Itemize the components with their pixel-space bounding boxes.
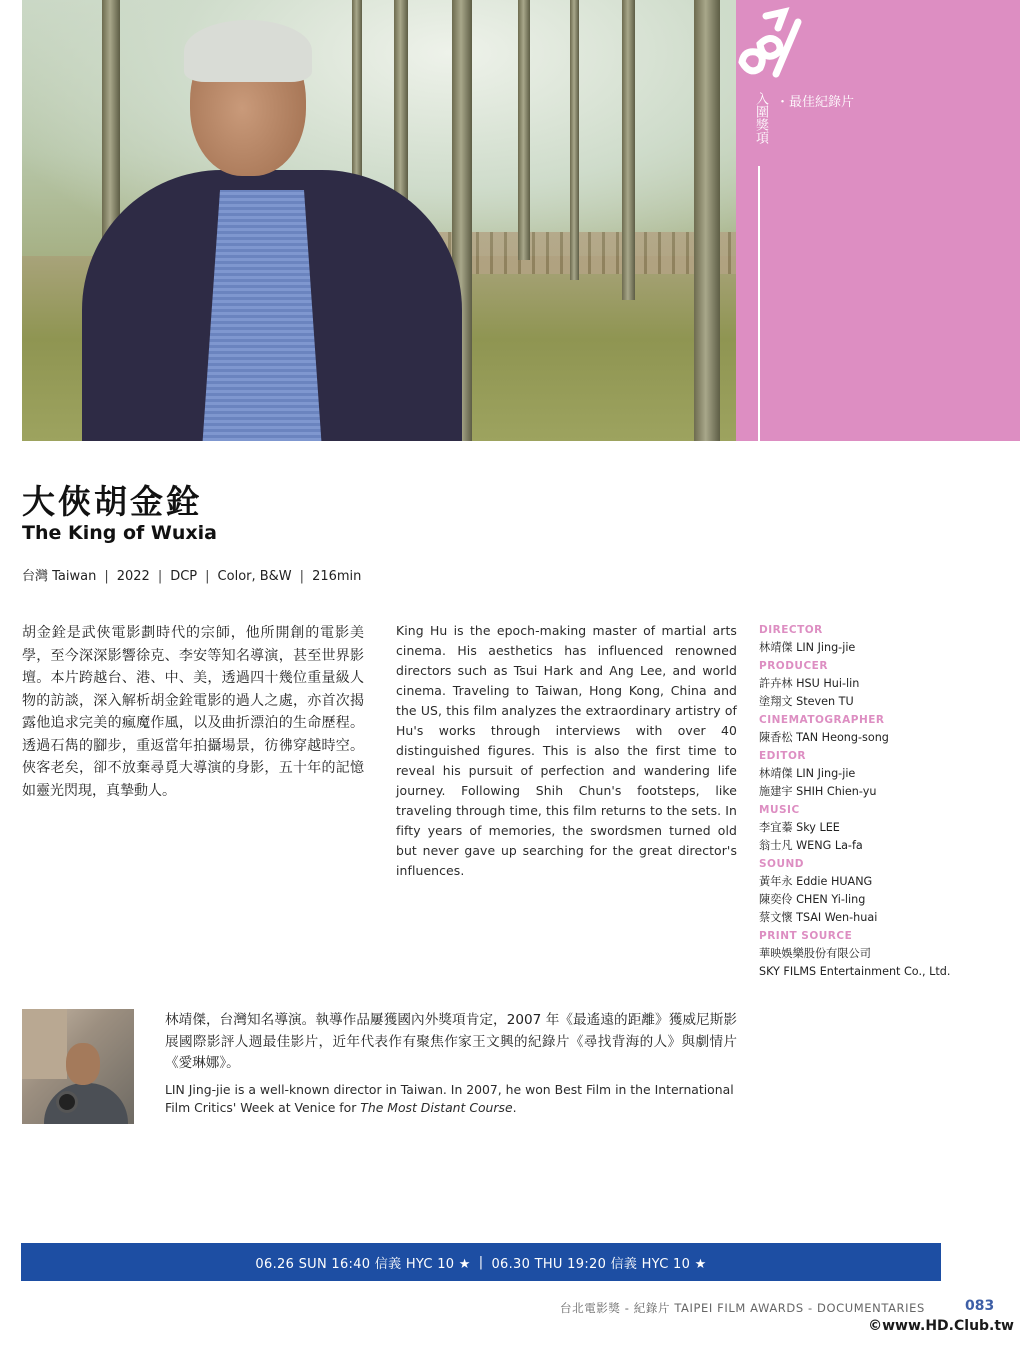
meta-country: 台灣 Taiwan [22,569,97,584]
director-photo [22,1009,134,1124]
credit-name: 林靖傑 LIN Jing-jie [759,767,856,780]
screening-schedule [21,1243,941,1281]
credit-name: 華映娛樂股份有限公司 [759,947,871,960]
director-bio-en-text: LIN Jing-jie is a well-known director in Taiwan. In 2007, he won Best Film in the International Film Critics' Week at Venice for [165,1082,734,1115]
credit-name: 陳奕伶 CHEN Yi-ling [759,893,866,906]
meta-year: 2022 [116,569,150,584]
meta-runtime: 216min [312,569,362,584]
page-number: 083 [965,1298,995,1314]
meta-color: Color, B&W [217,569,292,584]
credit-role: MUSIC [759,804,800,816]
credit-name: 陳香松 TAN Heong-song [759,731,889,744]
director-bio-en-end: . [512,1100,517,1115]
screening-1: 06.26 SUN 16:40 信義 HYC 10 ★ [255,1256,471,1272]
credit-role: SOUND [759,858,805,870]
credit-name: SKY FILMS Entertainment Co., Ltd. [759,965,951,978]
synopsis-en: King Hu is the epoch-making master of martial arts cinema. His aesthetics has influenced renowned directors such as Tsui Hark and Ang Lee, and world cinema. Traveling to Taiwan, Hong Kong, China and the US, this film analyzes the extraordinary artistry of Hu's works through interviews with over 40 distinguished figures. This is also the first time to reveal his pursuit of perfection and wandering life journey. Following Shih Chun's footsteps, like traveling through time, this film returns to the sets. In fifty years of memories, the swordsmen turned old but never gave up searching for the great director's influences. [396,623,737,878]
credit-name: 李宜蓁 Sky LEE [759,821,840,834]
credit-role: CINEMATOGRAPHER [759,714,885,726]
director-bio-zh: 林靖傑，台灣知名導演。執導作品屢獲國內外獎項肯定，2007 年《最遙遠的距離》獲威尼斯影展國際影評人週最佳影片，近年代表作有聚焦作家王文興的紀錄片《尋找背海的人》與劇情片《愛琳娜》。 [165,1012,737,1071]
credit-name: 施建宇 SHIH Chien-yu [759,785,877,798]
credit-role: EDITOR [759,750,806,762]
bamboo-trunk [622,0,635,300]
synopsis-zh: 胡金銓是武俠電影劃時代的宗師，他所開創的電影美學，至今深深影響徐克、李安等知名導演，甚至世界影壇。本片跨越台、港、中、美，透過四十幾位重量級人物的訪談，深入解析胡金銓電影的過人之處，亦首次揭露他追求完美的瘋魔作風，以及曲折漂泊的生命歷程。透過石雋的腳步，重返當年拍攝場景，彷彿穿越時空。俠客老矣，卻不放棄尋覓大導演的身影，五十年的記憶如靈光閃現，真摯動人。 [22,625,364,799]
footer-section-title: 台北電影獎 - 紀錄片 TAIPEI FILM AWARDS - DOCUMENTARIES [560,1301,925,1315]
credits-list [759,621,999,981]
category-label: 入圍獎項 [753,92,768,144]
bamboo-trunk [694,0,720,441]
credit-name: 林靖傑 LIN Jing-jie [759,641,856,654]
credit-role: DIRECTOR [759,624,823,636]
meta-format: DCP [170,569,198,584]
award-logo-icon [736,4,804,86]
photo-person [82,20,462,441]
schedule-separator: | [478,1254,484,1270]
credit-name: 翁士凡 WENG La-fa [759,839,863,852]
watermark: ©www.HD.Club.tw [850,1318,1020,1340]
bamboo-trunk [570,0,579,280]
panel-divider [758,166,760,441]
category-panel [736,0,1020,441]
hero-photo [22,0,736,441]
credit-role: PRINT SOURCE [759,930,853,942]
film-title-zh: 大俠胡金銓 [22,482,202,521]
director-bio-film-title: The Most Distant Course [360,1100,513,1115]
credit-name: 黃年永 Eddie HUANG [759,875,873,888]
award-nomination: ・最佳紀錄片 [776,95,855,110]
credit-name: 許卉林 HSU Hui-lin [759,677,860,690]
bamboo-trunk [518,0,530,260]
director-bio-en [165,1081,737,1117]
credit-role: PRODUCER [759,660,828,672]
film-meta: 台灣 Taiwan | 2022 | DCP | Color, B&W | 216min [22,569,362,584]
film-title-en: The King of Wuxia [22,522,217,544]
credit-name: 塗翔文 Steven TU [759,695,854,708]
credit-name: 蔡文懷 TSAI Wen-huai [759,911,878,924]
screening-2: 06.30 THU 19:20 信義 HYC 10 ★ [491,1256,707,1272]
